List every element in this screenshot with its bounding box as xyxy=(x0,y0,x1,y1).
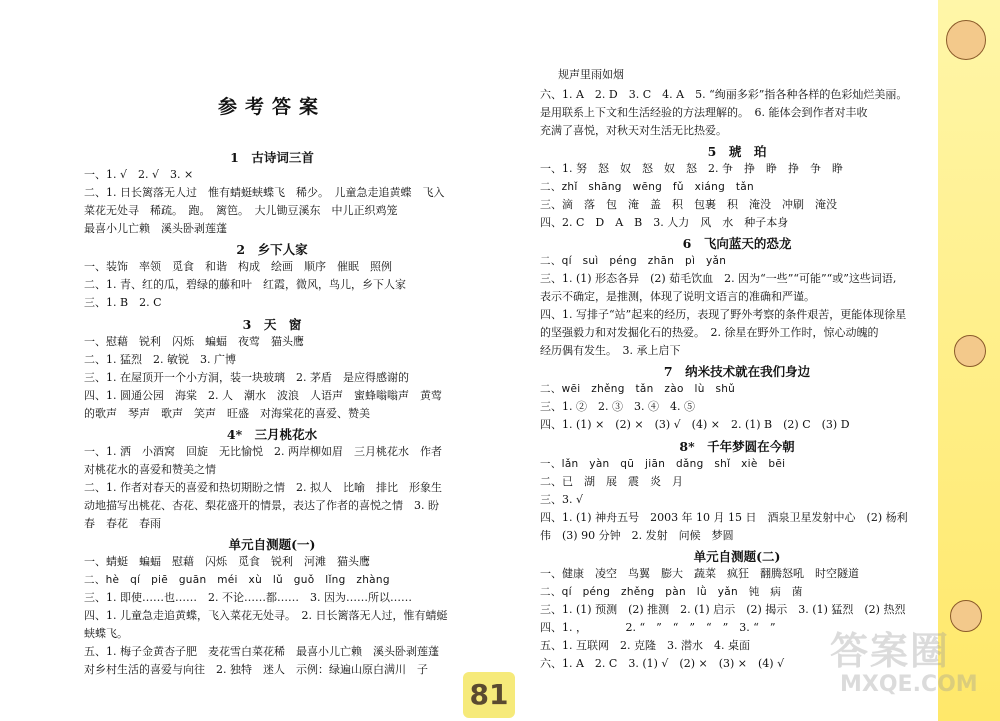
answer-line: 一、1. √ 2. √ 3. × xyxy=(84,168,194,181)
answer-line: 二、qí péng zhěng pàn lǜ yǎn 钝 病 菌 xyxy=(540,586,803,598)
answer-line: 三、1. ② 2. ③ 3. ④ 4. ⑤ xyxy=(540,400,695,413)
section-heading: 单元自测题(二) xyxy=(693,549,781,564)
answer-line: 一、lǎn yàn qū jiān dǎng shǐ xiè bēi xyxy=(540,458,786,470)
answer-line: 六、1. A 2. C 3. (1) √ (2) × (3) × (4) √ xyxy=(540,657,785,670)
watermark-logo xyxy=(830,620,990,710)
answer-line: 四、1. 圆通公园 海棠 2. 人 潮水 波浪 人语声 蜜蜂嗡嗡声 黄莺 xyxy=(84,389,442,402)
answer-line: 四、1. 写排子“站”起来的经历，表现了野外考察的条件艰苦，更能体现徐星 xyxy=(540,308,907,321)
section-heading: 5 琥 珀 xyxy=(707,144,767,159)
answer-line: 二、1. 作者对春天的喜爱和热切期盼之情 2. 拟人 比喻 排比 形象生 xyxy=(84,481,442,494)
answer-line: 五、1. 互联网 2. 克隆 3. 潜水 4. 桌面 xyxy=(540,639,750,652)
answer-line: 经历偶有发生。 3. 承上启下 xyxy=(540,344,681,357)
section-heading: 单元自测题(一) xyxy=(228,537,316,552)
section-heading: 8* 千年梦圆在今朝 xyxy=(679,439,795,454)
answer-line: 表示不确定，是推测，体现了说明文语言的准确和严谨。 xyxy=(540,290,815,303)
section-heading: 1 古诗词三首 xyxy=(230,150,314,165)
section-heading: 6 飞向蓝天的恐龙 xyxy=(682,236,792,251)
answer-line: 三、1. 即使……也…… 2. 不论……都…… 3. 因为……所以…… xyxy=(84,591,412,604)
watermark-mark: 答案圈 xyxy=(830,629,951,673)
section-heading: 2 乡下人家 xyxy=(236,242,308,257)
answer-line: 菜花无处寻 稀疏。 跑。 篱笆。 大儿锄豆溪东 中儿正织鸡笼 xyxy=(84,204,398,217)
cartoon-pig-icon xyxy=(946,20,986,60)
answer-line: 二、wēi zhěng tǎn zào lù shǔ xyxy=(540,383,736,395)
answer-line: 四、1. (1) × (2) × (3) √ (4) × 2. (1) B (2) C (3) D xyxy=(540,418,850,431)
page-title: 参考答案 xyxy=(217,96,326,118)
answer-line: 是用联系上下文和生活经验的方法理解的。 6. 能体会到作者对丰收 xyxy=(540,106,868,119)
decorative-sidebar xyxy=(938,0,1000,721)
answer-line: 三、1. (1) 预测 (2) 推测 2. (1) 启示 (2) 揭示 3. (1) 猛烈 (2) 热烈 xyxy=(540,603,906,616)
answer-line: 的歌声 琴声 歌声 笑声 旺盛 对海棠花的喜爱、赞美 xyxy=(84,407,370,420)
answer-line: 规声里雨如烟 xyxy=(558,68,624,81)
answer-line: 一、1. 洒 小酒窝 回旋 无比愉悦 2. 两岸柳如眉 三月桃花水 作者 xyxy=(84,445,442,458)
answer-line: 三、3. √ xyxy=(540,493,584,506)
answer-line: 四、1. ， 2. “ ” “ ” “ ” 3. “ ” xyxy=(540,621,776,634)
answer-line: 四、2. C D A B 3. 人力 风 水 种子本身 xyxy=(540,216,789,229)
answer-line: 对桃花水的喜爱和赞美之情 xyxy=(84,463,216,476)
answer-line: 二、zhǐ shāng wēng fǔ xiáng tǎn xyxy=(540,181,754,193)
answer-line: 一、慰藉 锐利 闪烁 蝙蝠 夜莺 猫头鹰 xyxy=(84,335,304,348)
answer-line: 四、1. 儿童急走追黄蝶，飞入菜花无处寻。 2. 日长篱落无人过，惟有蜻蜓 xyxy=(84,609,448,622)
answer-line: 的坚强毅力和对发掘化石的热爱。 2. 徐星在野外工作时，惊心动魄的 xyxy=(540,326,879,339)
section-heading: 4* 三月桃花水 xyxy=(226,427,318,442)
answer-line: 动地描写出桃花、杏花、梨花盛开的情景，表达了作者的喜悦之情 3. 盼 xyxy=(84,499,439,512)
answer-line: 一、健康 凌空 鸟翼 膨大 蔬菜 疯狂 翻腾怒吼 时空隧道 xyxy=(540,567,859,580)
answer-line: 伟 (3) 90 分钟 2. 发射 问候 梦圆 xyxy=(540,529,734,542)
answer-line: 二、1. 青、红的瓜，碧绿的藤和叶 红霞，微风，鸟儿，乡下人家 xyxy=(84,278,406,291)
answer-line: 二、hè qí piē guān méi xù lǔ guǒ lǐng zhàng xyxy=(84,574,390,586)
answer-line: 蛱蝶飞。 xyxy=(84,627,128,640)
answer-line: 最喜小儿亡赖 溪头卧剥莲蓬 xyxy=(84,222,227,235)
answer-line: 一、蜻蜓 蝙蝠 慰藉 闪烁 觅食 锐利 河滩 猫头鹰 xyxy=(84,555,370,568)
answer-line: 二、1. 日长篱落无人过 惟有蜻蜓蛱蝶飞 稀少。 儿童急走追黄蝶 飞入 xyxy=(84,186,445,199)
answer-line: 三、1. (1) 形态各异 (2) 茹毛饮血 2. 因为“一些”“可能”“或”这些词语, xyxy=(540,272,897,285)
answer-line: 三、滴 落 包 淹 盖 积 包裹 积 淹没 冲刷 淹没 xyxy=(540,198,837,211)
answer-line: 一、1. 努 怒 奴 怒 奴 怒 2. 争 挣 睁 挣 争 睁 xyxy=(540,162,843,175)
section-heading: 7 纳米技术就在我们身边 xyxy=(663,364,811,379)
answer-line: 二、qí suì péng zhān pì yǎn xyxy=(540,255,727,267)
cartoon-character-icon xyxy=(954,335,986,367)
answer-line: 二、1. 猛烈 2. 敏锐 3. 广博 xyxy=(84,353,236,366)
answer-line: 五、1. 梅子金黄杏子肥 麦花雪白菜花稀 最喜小儿亡赖 溪头卧剥莲蓬 xyxy=(84,645,439,658)
answer-line: 三、1. 在屋顶开一个小方洞，装一块玻璃 2. 茅盾 是应得感谢的 xyxy=(84,371,409,384)
section-heading: 3 天 窗 xyxy=(242,317,302,332)
answer-line: 一、装饰 率领 觅食 和谐 构成 绘画 顺序 催眠 照例 xyxy=(84,260,392,273)
answer-line: 三、1. B 2. C xyxy=(84,296,162,309)
answer-line: 对乡村生活的喜爱与向往 2. 独特 迷人 示例：绿遍山原白满川 子 xyxy=(84,663,428,676)
answer-line: 春 春花 春雨 xyxy=(84,517,161,530)
answer-line: 充满了喜悦，对秋天对生活无比热爱。 xyxy=(540,124,727,137)
page-number: 81 xyxy=(463,672,515,718)
answer-line: 六、1. A 2. D 3. C 4. A 5. “绚丽多彩”指各种各样的色彩灿烂美丽。 xyxy=(540,88,908,101)
watermark-url: MXQE.COM xyxy=(840,672,978,697)
answer-line: 二、已 湖 展 震 炎 月 xyxy=(540,475,683,488)
answer-line: 四、1. (1) 神舟五号 2003 年 10 月 15 日 酒泉卫星发射中心 (2) 杨利 xyxy=(540,511,908,524)
